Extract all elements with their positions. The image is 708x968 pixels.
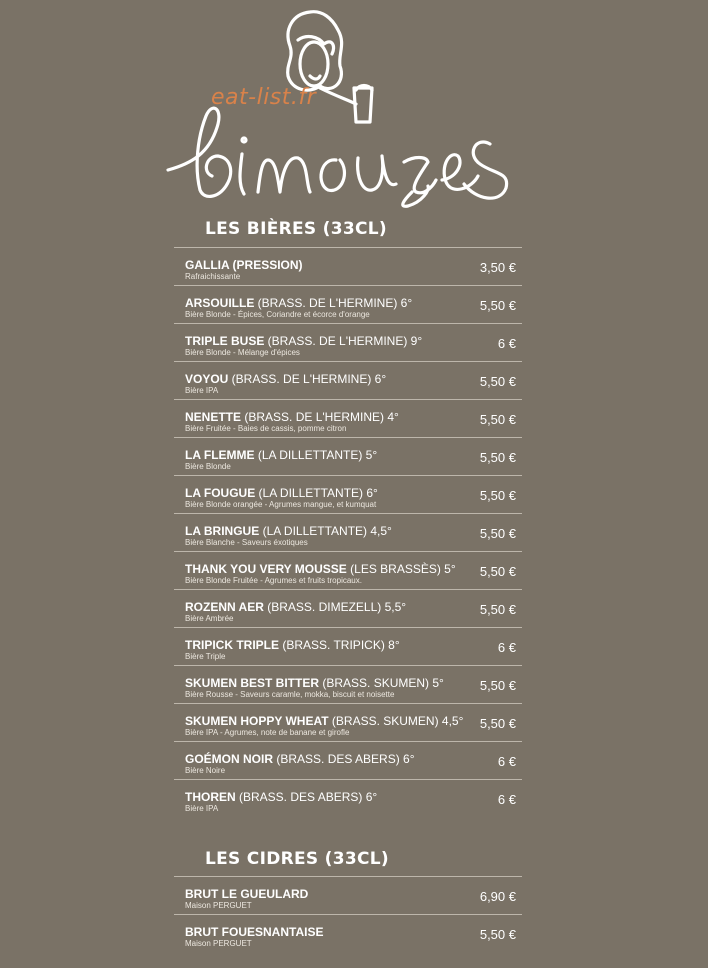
item-name	[185, 372, 386, 386]
item-name	[185, 258, 303, 272]
item-name	[185, 448, 377, 462]
item-title: GOÉMON NOIR	[185, 752, 274, 766]
item-price: 5,50 €	[479, 678, 516, 693]
item-title: BRUT FOUESNANTAISE	[185, 925, 324, 939]
item-brewery: (BRASS. DE L'HERMINE) 6°	[254, 296, 413, 310]
item-description: Bière Noire	[185, 766, 226, 775]
item-price: 6 €	[497, 336, 516, 351]
item-brewery: (LES BRASSÈS) 5°	[346, 562, 456, 576]
item-price: 5,50 €	[479, 564, 516, 579]
item-name	[185, 600, 406, 614]
item-brewery: (BRASS. SKUMEN) 4,5°	[328, 714, 464, 728]
item-description: Bière IPA	[185, 386, 219, 395]
item-title: ARSOUILLE	[185, 296, 255, 310]
item-brewery: (BRASS. DES ABERS) 6°	[235, 790, 378, 804]
item-name	[185, 410, 399, 424]
item-description: Bière Blonde orangée - Agrumes mangue, et kumquat	[185, 500, 377, 509]
menu-item	[174, 704, 522, 742]
item-description: Bière Blonde - Mélange d'épices	[185, 348, 300, 357]
menu-item	[174, 362, 522, 400]
item-price: 3,50 €	[479, 260, 516, 275]
item-brewery: (LA DILLETTANTE) 4,5°	[259, 524, 392, 538]
item-title: VOYOU	[185, 372, 229, 386]
item-description: Bière IPA - Agrumes, note de banane et girofle	[185, 728, 350, 737]
item-description: Bière Blonde - Épices, Coriandre et écorce d'orange	[185, 310, 370, 319]
menu-item	[174, 915, 522, 953]
item-title: GALLIA (PRESSION)	[185, 258, 303, 272]
item-brewery: (BRASS. DE L'HERMINE) 4°	[241, 410, 399, 424]
item-description: Bière Triple	[185, 652, 226, 661]
item-price: 5,50 €	[479, 488, 516, 503]
item-title: TRIPLE BUSE	[185, 334, 265, 348]
item-description: Bière IPA	[185, 804, 219, 813]
item-title: LA FLEMME	[185, 448, 255, 462]
section-title-beers: LES BIÈRES (33CL)	[205, 219, 387, 239]
item-title: THANK YOU VERY MOUSSE	[185, 562, 347, 576]
item-name	[185, 752, 415, 766]
item-name	[185, 334, 422, 348]
item-name	[185, 562, 456, 576]
item-price: 5,50 €	[479, 602, 516, 617]
item-brewery: (BRASS. DES ABERS) 6°	[273, 752, 415, 766]
section-title-ciders: LES CIDRES (33CL)	[205, 849, 389, 869]
item-price: 6 €	[497, 640, 516, 655]
item-description: Bière Blonde Fruitée - Agrumes et fruits tropicaux.	[185, 576, 362, 585]
item-description: Maison PERGUET	[185, 901, 252, 910]
menu-item	[174, 877, 522, 915]
item-price: 5,50 €	[479, 716, 516, 731]
item-title: SKUMEN BEST BITTER	[185, 676, 320, 690]
item-title: LA BRINGUE	[185, 524, 260, 538]
item-description: Bière Fruitée - Baies de cassis, pomme citron	[185, 424, 347, 433]
item-name	[185, 486, 378, 500]
item-name	[185, 887, 308, 901]
item-name	[185, 676, 444, 690]
item-name	[185, 524, 392, 538]
item-title: SKUMEN HOPPY WHEAT	[185, 714, 329, 728]
menu-item	[174, 666, 522, 704]
item-brewery: (BRASS. DE L'HERMINE) 9°	[264, 334, 423, 348]
item-brewery: (LA DILLETTANTE) 5°	[254, 448, 378, 462]
item-description: Bière Ambrée	[185, 614, 234, 623]
menu-item	[174, 248, 522, 286]
menu-item	[174, 438, 522, 476]
item-price: 5,50 €	[479, 927, 516, 942]
item-brewery: (BRASS. TRIPICK) 8°	[279, 638, 400, 652]
menu-item	[174, 324, 522, 362]
menu-item	[174, 780, 522, 818]
item-description: Bière Blanche - Saveurs éxotiques	[185, 538, 308, 547]
item-title: THOREN	[185, 790, 236, 804]
watermark: eat-list.fr	[211, 85, 317, 110]
beer-list	[174, 247, 522, 818]
item-description: Rafraichissante	[185, 272, 241, 281]
item-name	[185, 296, 412, 310]
menu-item	[174, 286, 522, 324]
item-name	[185, 925, 323, 939]
item-price: 6,90 €	[479, 889, 516, 904]
item-title: ROZENN AER	[185, 600, 264, 614]
menu-item	[174, 590, 522, 628]
item-name	[185, 638, 400, 652]
item-title: LA FOUGUE	[185, 486, 256, 500]
item-name	[185, 790, 377, 804]
item-description: Bière Blonde	[185, 462, 231, 471]
cider-list	[174, 876, 522, 953]
menu-item	[174, 514, 522, 552]
item-title: BRUT LE GUEULARD	[185, 887, 309, 901]
menu-item	[174, 742, 522, 780]
menu-item	[174, 476, 522, 514]
item-brewery: (BRASS. SKUMEN) 5°	[319, 676, 444, 690]
menu-item	[174, 552, 522, 590]
item-price: 5,50 €	[479, 412, 516, 427]
item-description: Bière Rousse - Saveurs caramle, mokka, biscuit et noisette	[185, 690, 395, 699]
item-price: 5,50 €	[479, 450, 516, 465]
item-name	[185, 714, 463, 728]
item-description: Maison PERGUET	[185, 939, 252, 948]
item-brewery: (BRASS. DE L'HERMINE) 6°	[228, 372, 387, 386]
menu-item	[174, 628, 522, 666]
item-price: 5,50 €	[479, 298, 516, 313]
item-title: TRIPICK TRIPLE	[185, 638, 280, 652]
item-brewery: (LA DILLETTANTE) 6°	[255, 486, 378, 500]
menu-item	[174, 400, 522, 438]
item-price: 5,50 €	[479, 526, 516, 541]
item-price: 5,50 €	[479, 374, 516, 389]
item-brewery: (BRASS. DIMEZELL) 5,5°	[263, 600, 407, 614]
item-title: NENETTE	[185, 410, 242, 424]
item-price: 6 €	[497, 754, 516, 769]
item-price: 6 €	[497, 792, 516, 807]
